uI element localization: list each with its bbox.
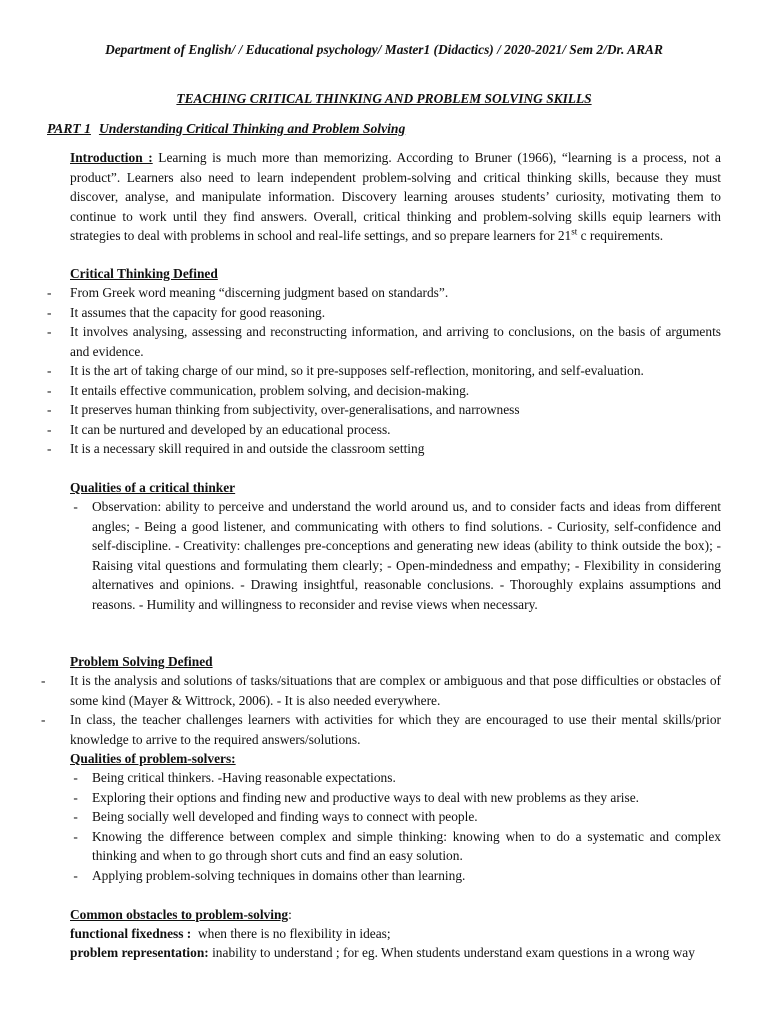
critical-thinking-heading: Critical Thinking Defined bbox=[70, 266, 218, 281]
list-item: - Exploring their options and finding new and productive ways to deal with new problems as they arise. bbox=[70, 789, 640, 805]
obstacles-heading-line: Common obstacles to problem-solving: bbox=[70, 907, 292, 922]
obstacle-functional-fixedness: functional fixedness : when there is no flexibility in ideas; bbox=[70, 926, 391, 941]
list-item: - It assumes that the capacity for good reasoning. bbox=[47, 303, 721, 323]
list-item: - It is a necessary skill required in and outside the classroom setting bbox=[47, 439, 721, 459]
document-header: Department of English/ / Educational psychology/ Master1 (Didactics) / 2020-2021/ Sem 2/Dr. ARAR bbox=[105, 42, 663, 57]
document-title: TEACHING CRITICAL THINKING AND PROBLEM SOLVING SKILLS bbox=[176, 91, 592, 106]
list-item: - Observation: ability to perceive and understand the world around us, and to consider facts and ideas from different angles; - Being a good listener, and communicating with others to find solutions. - Curiosity, self-confidence and self-discipline. - Creativity: challenges pre-conceptions and generating new ideas (ability to think outside the box); - Raising vital questions and formulating them clearly; - Open-mindedness and empathy; - Flexibility in considering alternatives and opinions. - Drawing insightful, reasonable conclusions. - Thoroughly explains assumptions and reasons. - Humility and willingness to reconsider and revise views when necessary. bbox=[70, 499, 721, 612]
list-item: - Knowing the difference between complex and simple thinking: knowing when to do a systematic and complex thinking and when to go through short cuts and find an easy solution. bbox=[70, 828, 721, 863]
qualities-thinker-text: Observation: ability to perceive and understand the world around us, and to consider facts and ideas from different angles; - Being a good listener, and communicating with others to find solutions. - Curiosity, self-confidence and self-discipline. - Creativity: challenges pre-conceptions and generating new ideas (ability to think outside the box); - Raising vital questions and formulating them clearly; - Open-mindedness and empathy; - Flexibility in considering alternatives and opinions. - Drawing insightful, reasonable conclusions. - Thoroughly explains assumptions and reasons. - Humility and willingness to reconsider and revise views when necessary. bbox=[92, 499, 721, 612]
obstacle-term: functional fixedness : bbox=[70, 926, 192, 941]
introduction-paragraph bbox=[70, 148, 721, 246]
list-item: - Being socially well developed and finding ways to connect with people. bbox=[70, 809, 478, 824]
list-item: - It preserves human thinking from subjectivity, over-generalisations, and narrowness bbox=[47, 400, 721, 420]
qualities-solvers-list bbox=[70, 768, 721, 885]
introduction-text: Learning is much more than memorizing. According to Bruner (1966), “learning is a process, not a product”. Learners also need to learn independent problem-solving and critical thinking skills, because they must discover, analyse, and manipulate information. Discovery learning arouses students’ curiosity, motivating them to continue to work until they find answers. Overall, critical thinking and problem-solving skills equip learners with strategies to deal with problems in school and real-life settings, and so prepare learners for 21 bbox=[70, 150, 721, 243]
critical-thinking-list bbox=[47, 283, 721, 459]
introduction-tail: c requirements. bbox=[577, 228, 664, 243]
part-label: PART 1 bbox=[47, 121, 91, 136]
list-item: - It is the analysis and solutions of tasks/situations that are complex or ambiguous and that pose difficulties or obstacles of some kind (Mayer & Wittrock, 2006). - It is also needed everywhere. bbox=[47, 671, 721, 710]
introduction-label: Introduction : bbox=[70, 150, 153, 165]
obstacle-problem-representation: problem representation: inability to understand ; for eg. When students understand exam questions in a wrong way bbox=[70, 945, 695, 960]
qualities-solvers-heading: Qualities of problem-solvers: bbox=[70, 751, 236, 766]
list-item: - It can be nurtured and developed by an educational process. bbox=[47, 420, 721, 440]
list-item: - It is the art of taking charge of our mind, so it pre-supposes self-reflection, monitoring, and self-evaluation. bbox=[47, 361, 721, 381]
list-item: - In class, the teacher challenges learners with activities for which they are encouraged to use their mental skills/prior knowledge to arrive to the required answers/solutions. bbox=[47, 710, 721, 749]
list-item: - From Greek word meaning “discerning judgment based on standards”. bbox=[47, 283, 721, 303]
problem-solving-heading: Problem Solving Defined bbox=[70, 654, 213, 669]
list-item: - It involves analysing, assessing and reconstructing information, and arriving to conclusions, on the basis of arguments and evidence. bbox=[47, 322, 721, 361]
list-item: - Applying problem-solving techniques in domains other than learning. bbox=[70, 867, 466, 883]
qualities-thinker-list bbox=[70, 497, 721, 614]
qualities-thinker-heading: Qualities of a critical thinker bbox=[70, 480, 236, 495]
list-item: - Being critical thinkers. -Having reasonable expectations. bbox=[70, 770, 396, 785]
obstacle-term: problem representation: bbox=[70, 945, 209, 960]
part-subtitle: Understanding Critical Thinking and Problem Solving bbox=[98, 121, 406, 136]
part-heading bbox=[47, 119, 405, 139]
century-suffix: st bbox=[571, 226, 578, 237]
problem-solving-list bbox=[47, 671, 721, 749]
obstacles-heading: Common obstacles to problem-solving bbox=[70, 907, 289, 922]
list-item: - It entails effective communication, problem solving, and decision-making. bbox=[47, 381, 721, 401]
